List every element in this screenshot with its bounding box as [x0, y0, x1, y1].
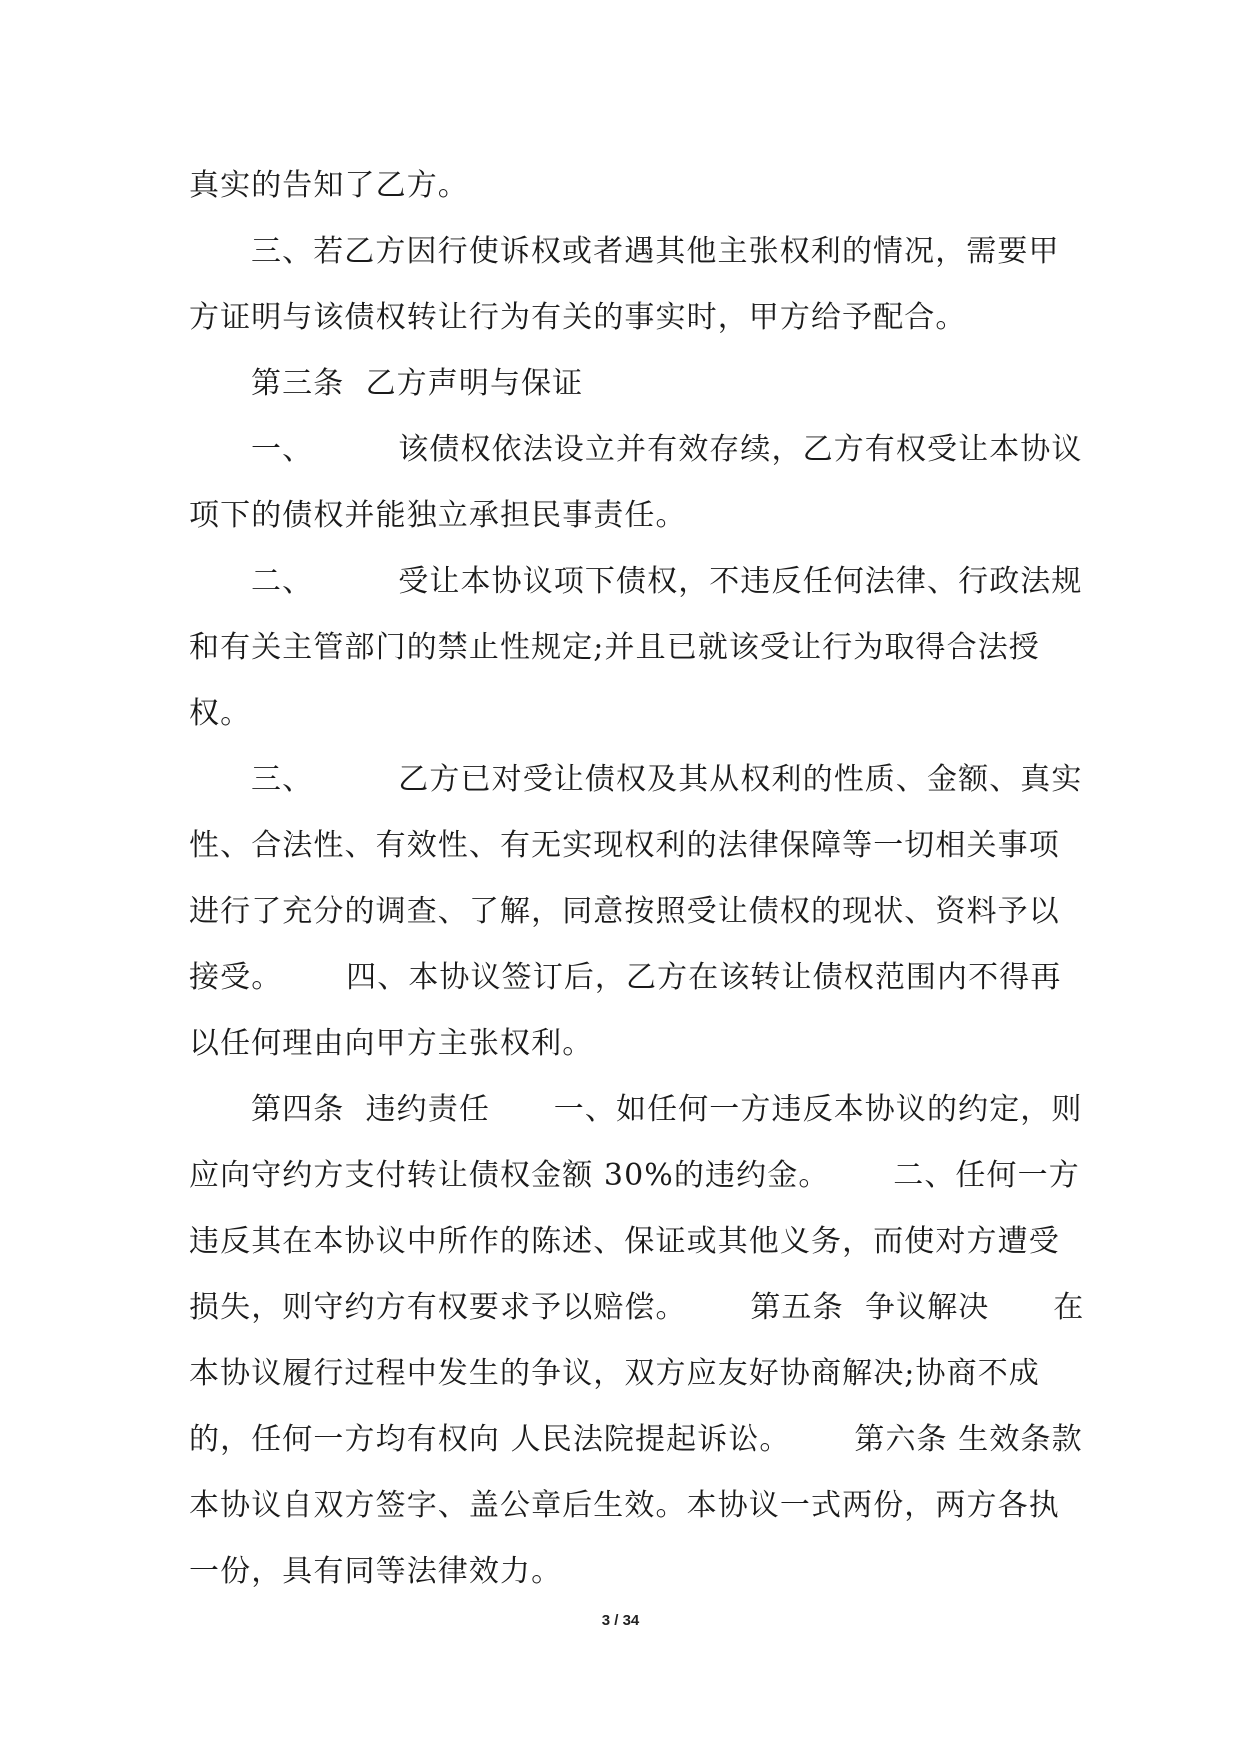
text-line: 应向守约方支付转让债权金额 30%的违约金。 二、任何一方	[189, 1158, 1080, 1193]
text-line: 二、 受让本协议项下债权，不违反任何法律、行政法规	[251, 564, 1083, 599]
text-line: 真实的告知了乙方。	[189, 168, 469, 203]
text-line: 损失，则守约方有权要求予以赔偿。 第五条 争议解决 在	[189, 1290, 1085, 1325]
text-line: 三、若乙方因行使诉权或者遇其他主张权利的情况，需要甲	[251, 234, 1060, 269]
text-line: 方证明与该债权转让行为有关的事实时，甲方给予配合。	[189, 300, 967, 335]
text-line: 项下的债权并能独立承担民事责任。	[189, 498, 687, 533]
text-line: 进行了充分的调查、了解，同意按照受让债权的现状、资料予以	[189, 894, 1060, 929]
section-heading: 第四条 违约责任 一、如任何一方违反本协议的约定，则	[251, 1092, 1083, 1127]
text-line: 本协议自双方签字、盖公章后生效。本协议一式两份，两方各执	[189, 1488, 1060, 1523]
document-body	[189, 153, 1085, 1605]
text-line: 三、 乙方已对受让债权及其从权利的性质、金额、真实	[251, 762, 1083, 797]
text-line: 性、合法性、有效性、有无实现权利的法律保障等一切相关事项	[189, 828, 1060, 863]
text-line: 的，任何一方均有权向 人民法院提起诉讼。 第六条 生效条款	[189, 1422, 1083, 1457]
page-number: 3 / 34	[601, 1612, 640, 1629]
text-line: 一份，具有同等法律效力。	[189, 1554, 563, 1589]
text-line: 权。	[189, 696, 252, 731]
text-line: 和有关主管部门的禁止性规定;并且已就该受让行为取得合法授	[189, 630, 1040, 665]
text-line: 以任何理由向甲方主张权利。	[189, 1026, 594, 1061]
text-line: 违反其在本协议中所作的陈述、保证或其他义务，而使对方遭受	[189, 1224, 1060, 1259]
text-line: 一、 该债权依法设立并有效存续，乙方有权受让本协议	[251, 432, 1083, 467]
text-line: 本协议履行过程中发生的争议，双方应友好协商解决;协商不成	[189, 1356, 1040, 1391]
section-heading: 第三条 乙方声明与保证	[251, 366, 584, 401]
text-line: 接受。 四、本协议签订后，乙方在该转让债权范围内不得再	[189, 960, 1062, 995]
